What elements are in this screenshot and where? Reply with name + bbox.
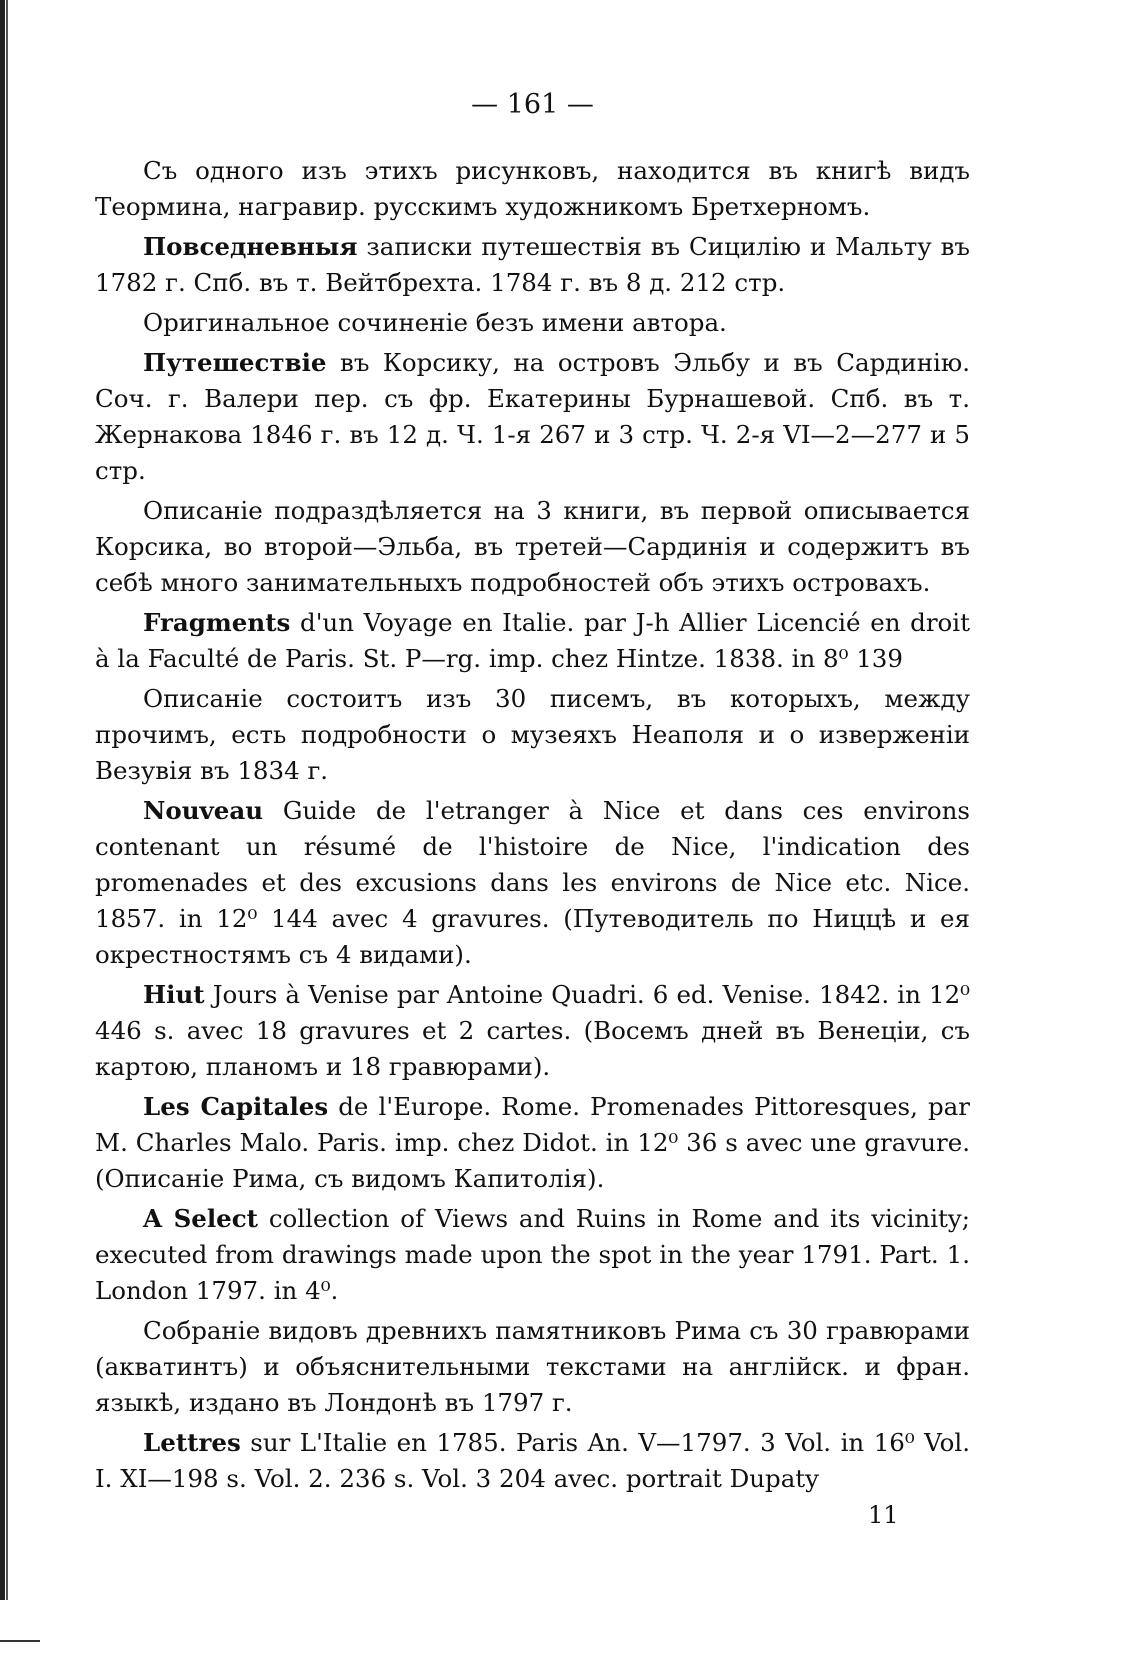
paragraph-text: Guide de l'etranger à Nice et dans ces environs contenant un résumé de l'histoire de Nice, l'indication des promenades et des excusions dans les environs de Nice etc. Nice. 1857. in 12⁰ 144 avec 4 gravures. (Путеводитель по Ниццѣ и ея окрестностямъ съ 4 видами). — [95, 796, 970, 969]
paragraph — [95, 1089, 970, 1197]
paragraph-text: записки путешествія въ Сицилію и Мальту въ 1782 г. Спб. въ т. Вейтбрехта. 1784 г. въ 8 д. 212 стр. — [95, 232, 970, 297]
paragraph — [95, 493, 970, 601]
paragraph-lead: Fragments — [143, 608, 291, 637]
paragraph — [95, 605, 970, 677]
document-page — [95, 90, 970, 1501]
paragraph-text: sur L'Italie en 1785. Paris An. V—1797. 3 Vol. in 16⁰ Vol. I. XI—198 s. Vol. 2. 236 s. Vol. 3 204 avec. portrait Dupaty — [95, 1428, 970, 1493]
paragraph-lead: Les Capitales — [143, 1092, 329, 1121]
paragraph-text: de l'Europe. Rome. Promenades Pittoresques, par M. Charles Malo. Paris. imp. chez Didot. in 12⁰ 36 s avec une gravure. (Описаніе Рима, съ видомъ Капитолія). — [95, 1092, 970, 1193]
paragraph-lead: Повседневныя — [143, 232, 358, 261]
paragraph-text: Описаніе состоитъ изъ 30 писемъ, въ которыхъ, между прочимъ, есть подробности о музеяхъ Неаполя и о изверженіи Везувія въ 1834 г. — [95, 684, 970, 785]
paragraph-text: Оригинальное сочиненіе безъ имени автора. — [143, 308, 727, 337]
paragraph-text: Jours à Venise par Antoine Quadri. 6 ed. Venise. 1842. in 12⁰ 446 s. avec 18 gravures et 2 cartes. (Восемъ дней въ Венеціи, съ картою, планомъ и 18 гравюрами). — [95, 980, 970, 1081]
paragraph-lead: Nouveau — [143, 796, 264, 825]
paragraph-lead: A Select — [143, 1204, 258, 1233]
paragraph — [95, 153, 970, 225]
scan-bottom-mark — [0, 1640, 40, 1642]
paragraph-text: collection of Views and Ruins in Rome and its vicinity; executed from drawings made upon the spot in the year 1791. Part. 1. London 1797. in 4⁰. — [95, 1204, 970, 1305]
paragraph-text: Собраніе видовъ древнихъ памятниковъ Рима съ 30 гравюрами (акватинтъ) и объяснительными текстами на англійск. и фран. языкѣ, издано въ Лондонѣ въ 1797 г. — [95, 1316, 970, 1417]
paragraph-text: Съ одного изъ этихъ рисунковъ, находится въ книгѣ видъ Теормина, награвир. русскимъ художникомъ Бретхерномъ. — [95, 156, 970, 221]
paragraph — [95, 305, 970, 341]
paragraph — [95, 345, 970, 489]
paragraph-text: въ Корсику, на островъ Эльбу и въ Сардинію. Соч. г. Валери пер. съ фр. Екатерины Бурнашевой. Спб. въ т. Жернакова 1846 г. въ 12 д. Ч. 1-я 267 и 3 стр. Ч. 2-я VI—2—277 и 5 стр. — [95, 348, 970, 485]
paragraph — [95, 681, 970, 789]
paragraph — [95, 1425, 970, 1497]
paragraph-list — [95, 153, 970, 1497]
paragraph-text: d'un Voyage en Italie. par J-h Allier Licencié en droit à la Faculté de Paris. St. P—rg. imp. chez Hintze. 1838. in 8⁰ 139 — [95, 608, 970, 673]
paragraph — [95, 977, 970, 1085]
paragraph-lead: Hiut — [143, 980, 205, 1009]
paragraph-lead: Путешествіе — [143, 348, 327, 377]
printer-signature-mark: 11 — [868, 1501, 899, 1529]
scan-edge-line-inner — [6, 0, 8, 1600]
paragraph-lead: Lettres — [143, 1428, 241, 1457]
page-number: — 161 — — [471, 89, 594, 120]
scan-edge-line — [0, 0, 5, 1600]
paragraph — [95, 1201, 970, 1309]
paragraph — [95, 229, 970, 301]
paragraph — [95, 793, 970, 973]
paragraph — [95, 1313, 970, 1421]
paragraph-text: Описаніе подраздѣляется на 3 книги, въ первой описывается Корсика, во второй—Эльба, въ третей—Сардинія и содержитъ въ себѣ много занимательныхъ подробностей объ этихъ островахъ. — [95, 496, 970, 597]
